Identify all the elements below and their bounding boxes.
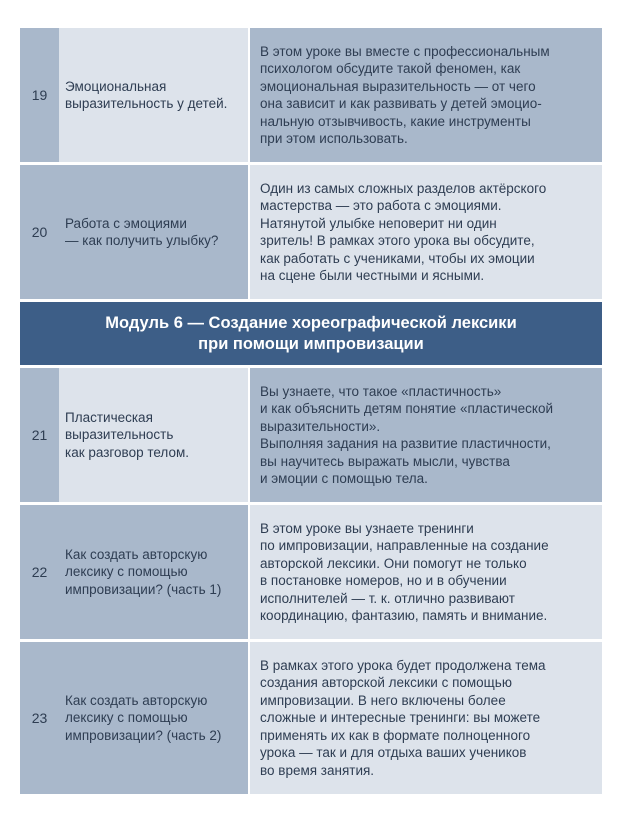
lesson-description: Вы узнаете, что такое «пластичность» и как объяснить детям понятие «пластической выразительности». Выполняя задания на развитие пластичности, вы научитесь выражать мысли, чувства и эмоции с помощью тела. bbox=[248, 368, 602, 502]
lesson-row-22 bbox=[20, 505, 602, 642]
lesson-number: 23 bbox=[20, 642, 59, 794]
lesson-title: Пластическая выразительность как разговор телом. bbox=[59, 368, 248, 502]
lesson-title: Как создать авторскую лексику с помощью импровизации? (часть 2) bbox=[59, 642, 248, 794]
lesson-row-19 bbox=[20, 28, 602, 165]
lesson-row-20 bbox=[20, 165, 602, 302]
lesson-number: 20 bbox=[20, 165, 59, 299]
lesson-row-21 bbox=[20, 368, 602, 505]
lesson-row-23 bbox=[20, 642, 602, 794]
lesson-title: Работа с эмоциями — как получить улыбку? bbox=[59, 165, 248, 299]
lesson-table bbox=[20, 28, 602, 794]
module-6-header: Модуль 6 — Создание хореографической лексики при помощи импровизации bbox=[20, 302, 602, 368]
lesson-number: 22 bbox=[20, 505, 59, 639]
lesson-description: В этом уроке вы узнаете тренинги по импровизации, направленные на создание авторской лексики. Они помогут не только в постановке номеров, но и в обучении исполнителей — т. к. отлично развивают координацию, фантазию, память и внимание. bbox=[248, 505, 602, 639]
lesson-description: В этом уроке вы вместе с профессиональным психологом обсудите такой феномен, как эмоциональная выразительность — от чего она зависит и как развивать у детей эмоцио- нальную отзывчивость, какие инструменты при этом использовать. bbox=[248, 28, 602, 162]
lesson-description: Один из самых сложных разделов актёрского мастерства — это работа с эмоциями. Натянутой улыбке неповерит ни один зритель! В рамках этого урока вы обсудите, как работать с учениками, чтобы их эмоции на сцене были честными и ясными. bbox=[248, 165, 602, 299]
lesson-title: Как создать авторскую лексику с помощью импровизации? (часть 1) bbox=[59, 505, 248, 639]
lesson-number: 21 bbox=[20, 368, 59, 502]
lesson-title: Эмоциональная выразительность у детей. bbox=[59, 28, 248, 162]
lesson-description: В рамках этого урока будет продолжена тема создания авторской лексики с помощью импровизации. В него включены более сложные и интересные тренинги: вы можете применять их как в формате полноценного урока — так и для отдыха ваших учеников во время занятия. bbox=[248, 642, 602, 794]
lesson-number: 19 bbox=[20, 28, 59, 162]
